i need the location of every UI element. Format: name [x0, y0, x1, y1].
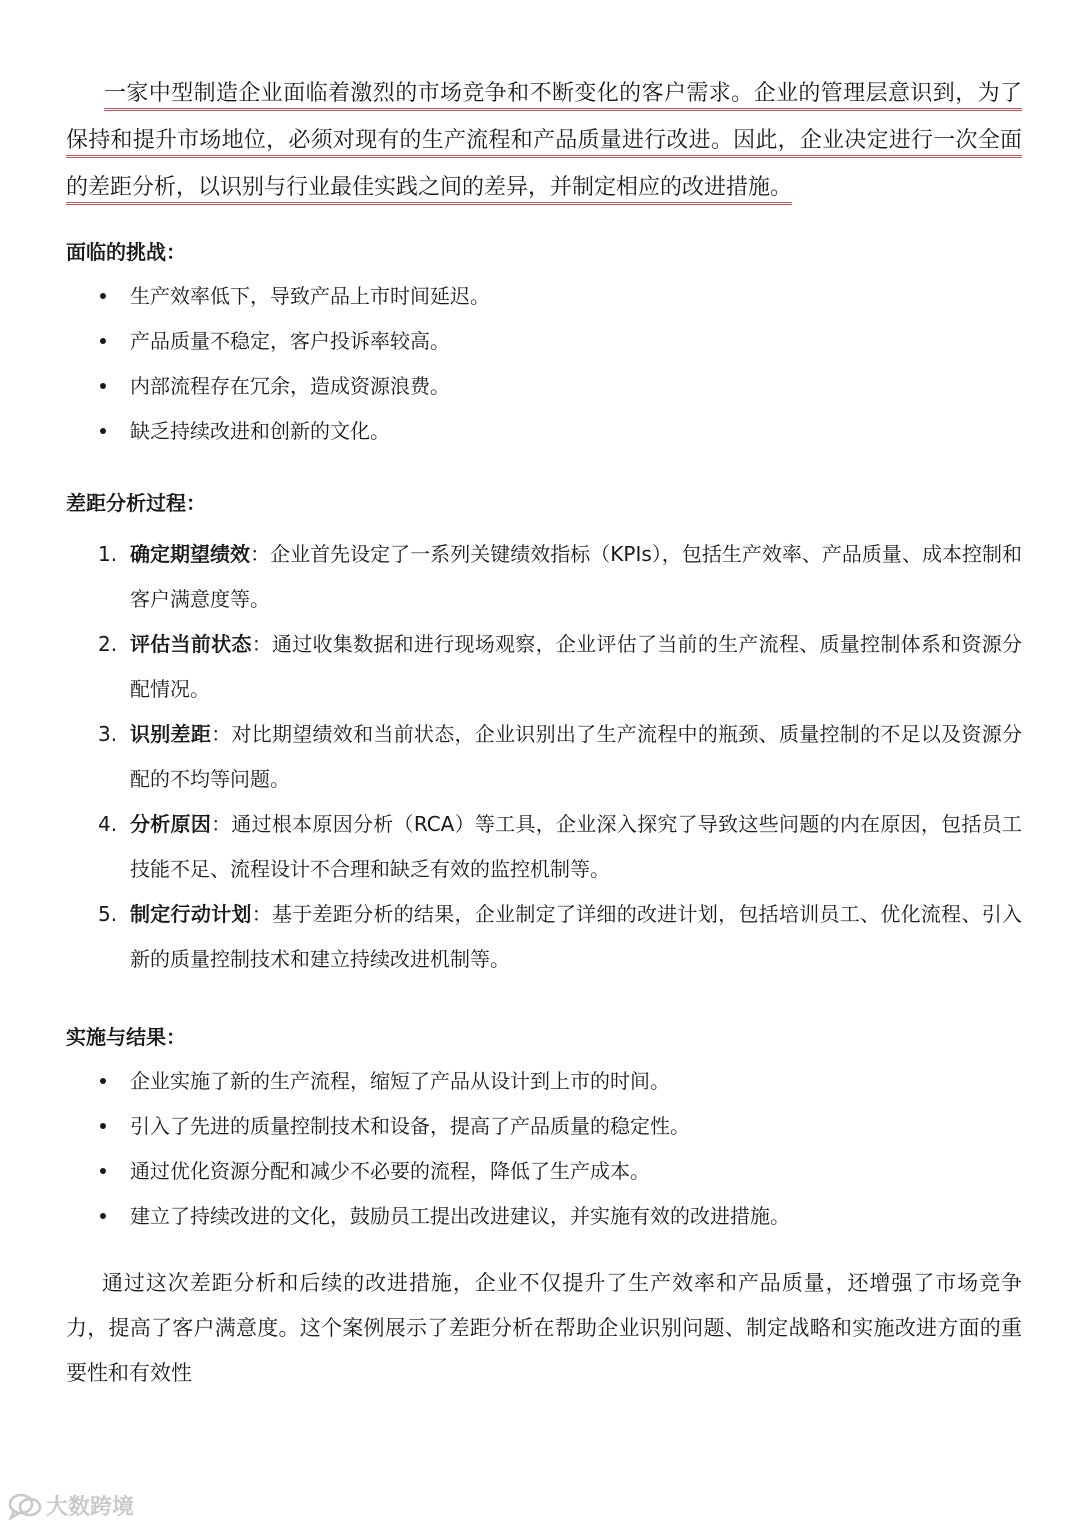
step-text: ：基于差距分析的结果，企业制定了详细的改进计划，包括培训员工、优化流程、引入新的质量控制技术和建立持续改进机制等。 [130, 902, 1023, 971]
document-page [66, 70, 1022, 1396]
watermark [8, 1490, 134, 1521]
step-text: ：对比期望绩效和当前状态，企业识别出了生产流程中的瓶颈、质量控制的不足以及资源分配的不均等问题。 [130, 722, 1023, 791]
intro-line-2: 为了保持和提升市场地位，必须对现有的生产流程和产品质量进行改进。因此，企业决定进行 [66, 81, 1022, 158]
challenges-list [66, 281, 1022, 446]
step-number: 2. [98, 632, 118, 656]
step-term: 识别差距 [130, 722, 212, 746]
list-item: 通过优化资源分配和减少不必要的流程，降低了生产成本。 [66, 1156, 1022, 1186]
step-number: 5. [98, 902, 118, 926]
watermark-text: 大数跨境 [46, 1495, 135, 1520]
step-text: ：通过根本原因分析（RCA）等工具，企业深入探究了导致这些问题的内在原因，包括员工技能不足、流程设计不合理和缺乏有效的监控机制等。 [130, 812, 1023, 881]
challenges-heading: 面临的挑战： [66, 240, 186, 264]
step-text: ：企业首先设定了一系列关键绩效指标（KPIs），包括生产效率、产品质量、成本控制和客户满意度等。 [130, 542, 1023, 611]
process-heading: 差距分析过程： [66, 491, 206, 515]
chat-bubble-icon [8, 1492, 42, 1520]
intro-line-1: 一家中型制造企业面临着激烈的市场竞争和不断变化的客户需求。企业的管理层意识到， [104, 81, 978, 111]
results-heading: 实施与结果： [66, 1025, 186, 1049]
process-step [66, 622, 1022, 712]
conclusion-paragraph: 通过这次差距分析和后续的改进措施，企业不仅提升了生产效率和产品质量，还增强了市场竞争力，提高了客户满意度。这个案例展示了差距分析在帮助企业识别问题、制定战略和实施改进方面的重要性和有效性 [66, 1271, 1022, 1385]
step-term: 制定行动计划 [130, 902, 252, 926]
step-term: 分析原因 [130, 812, 212, 836]
list-item: 企业实施了新的生产流程，缩短了产品从设计到上市的时间。 [66, 1066, 1022, 1096]
intro-line-3: 一次全面的差距分析，以识别与行业最佳实践之间的差异，并制定相应的改进措施。 [66, 128, 1022, 205]
process-steps-list [66, 532, 1022, 982]
list-item: 建立了持续改进的文化，鼓励员工提出改进建议，并实施有效的改进措施。 [66, 1201, 1022, 1231]
step-text: ：通过收集数据和进行现场观察，企业评估了当前的生产流程、质量控制体系和资源分配情况。 [130, 632, 1023, 701]
list-item: 产品质量不稳定，客户投诉率较高。 [66, 326, 1022, 356]
step-term: 确定期望绩效 [130, 542, 251, 566]
step-number: 3. [98, 722, 118, 746]
list-item: 内部流程存在冗余，造成资源浪费。 [66, 371, 1022, 401]
results-list [66, 1066, 1022, 1231]
step-number: 4. [98, 812, 118, 836]
intro-paragraph [66, 70, 1022, 211]
process-step [66, 892, 1022, 982]
process-step [66, 712, 1022, 802]
list-item: 缺乏持续改进和创新的文化。 [66, 416, 1022, 446]
list-item: 引入了先进的质量控制技术和设备，提高了产品质量的稳定性。 [66, 1111, 1022, 1141]
process-step [66, 802, 1022, 892]
process-step [66, 532, 1022, 622]
step-term: 评估当前状态 [130, 632, 252, 656]
list-item: 生产效率低下，导致产品上市时间延迟。 [66, 281, 1022, 311]
step-number: 1. [98, 542, 118, 566]
